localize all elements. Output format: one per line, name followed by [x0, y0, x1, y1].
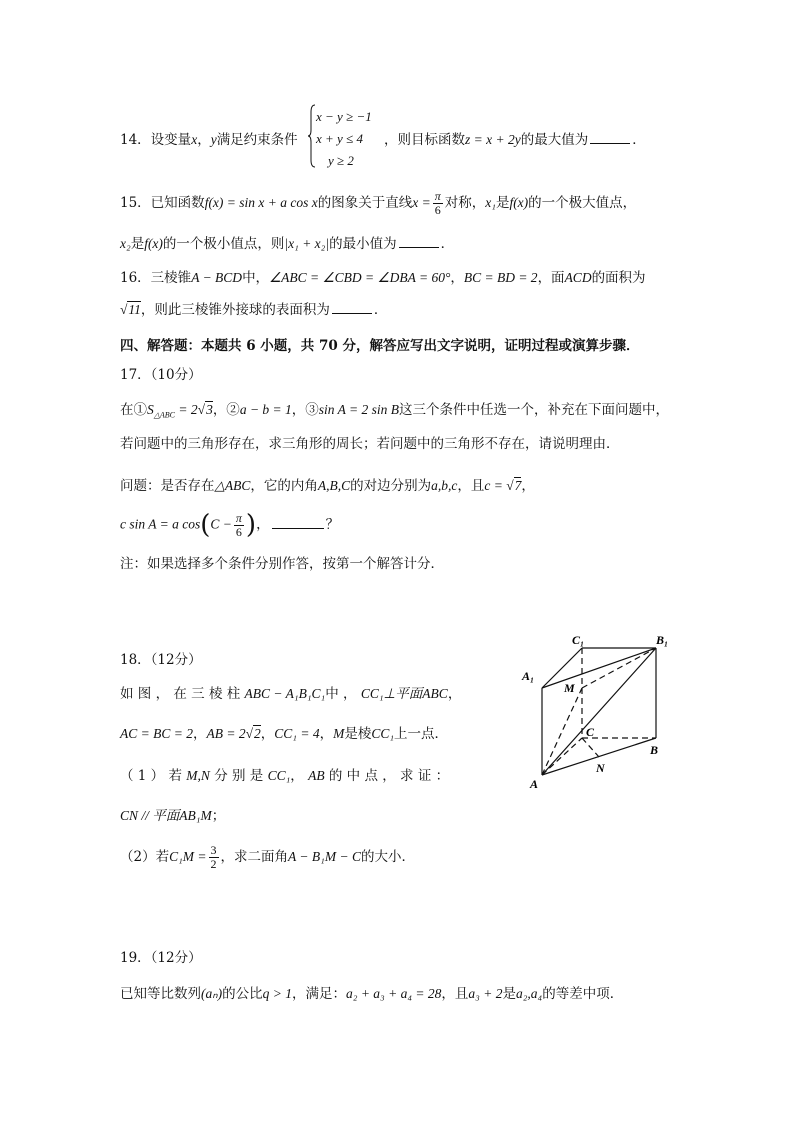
- constraint-system: x − y ≥ −1 x + y ≤ 4 y ≥ 2: [316, 109, 372, 168]
- q15-line2: x₂是f(x)的一个极小值点，则|x₁ + x₂|的最小值为 ．: [120, 236, 455, 252]
- label-a1: A₁: [522, 669, 535, 683]
- label-a: A: [530, 777, 539, 791]
- q14-tail: ，则目标函数z = x + 2y的最大值为 ．: [384, 132, 646, 148]
- answer-blank[interactable]: [272, 516, 324, 529]
- q18-line4: CN // 平面AB₁M；: [120, 808, 226, 824]
- label-c: C: [586, 725, 595, 739]
- section-heading: 四、解答题：本题共 6 小题，共 70 分，解答应写出文字说明，证明过程或演算步骤．: [120, 338, 640, 354]
- q18-head: 18．（12分）: [120, 652, 202, 668]
- q18-line2: AC = BC = 2，AB = 2√2，CC₁ = 4，M是棱CC₁上一点．: [120, 726, 449, 742]
- q17-line1: 在$①S_{\triangle ABC} = 2√3$，②a − b = 1，③sin A = 2 sin B这三个条件中任选一个，补充在下面问题中，: [120, 402, 670, 420]
- q16-line2: √11，则此三棱锥外接球的表面积为 ．: [120, 302, 388, 318]
- q18-line5: （2）若C₁M = $\frac{3}{2}$ ，求二面角A − B₁M − C的大小．: [120, 843, 415, 871]
- q15-line1: 15．已知函数f(x) = sin x + a cos x的图象关于直线x = $\frac{\pi}{6}$ 对称，x₁是f(x)的一个极大值点，: [120, 189, 637, 217]
- q16-line1: 16．三棱锥A − BCD中，∠ABC = ∠CBD = ∠DBA = 60°，BC = BD = 2，面ACD的面积为: [120, 270, 646, 286]
- pi-over-6: $\frac{\pi}{6}$: [434, 189, 441, 217]
- answer-blank[interactable]: [399, 235, 439, 248]
- label-m: M: [564, 681, 575, 695]
- q17-note: 注：如果选择多个条件分别作答，按第一个解答计分．: [120, 556, 444, 572]
- label-n: N: [596, 761, 605, 775]
- label-b: B: [650, 743, 659, 757]
- q17-line3: 问题：是否存在△ABC，它的内角A,B,C的对边分别为a,b,c，且c = √7，: [120, 478, 535, 494]
- label-c1: C₁: [572, 633, 585, 647]
- answer-blank[interactable]: [590, 131, 630, 144]
- q17-line4: c sin A = a cos(C − $\frac{\pi}{6}$ )， ？: [120, 510, 340, 540]
- q14: 14．设变量x，y满足约束条件: [120, 132, 298, 148]
- brace-icon: [308, 104, 316, 168]
- q18-line3: （ 1 ） 若 M,N 分 别 是 CC₁， AB 的 中 点 ， 求 证 ：: [120, 768, 450, 784]
- q19-head: 19．（12分）: [120, 950, 202, 966]
- q17-line2: 若问题中的三角形存在，求三角形的周长；若问题中的三角形不存在，请说明理由．: [120, 436, 620, 452]
- q18-line1: 如 图 ， 在 三 棱 柱 ABC − A₁B₁C₁中 ， CC₁⊥平面ABC，: [120, 686, 462, 702]
- q17-head: 17．（10分）: [120, 367, 202, 383]
- label-b1: B₁: [656, 633, 669, 647]
- prism-figure: [520, 630, 680, 795]
- q19-line1: 已知等比数列(aₙ)的公比q > 1，满足：a₂ + a₃ + a₄ = 28，且a₃ + 2是a₂,a₄的等差中项．: [120, 986, 624, 1002]
- answer-blank[interactable]: [332, 301, 372, 314]
